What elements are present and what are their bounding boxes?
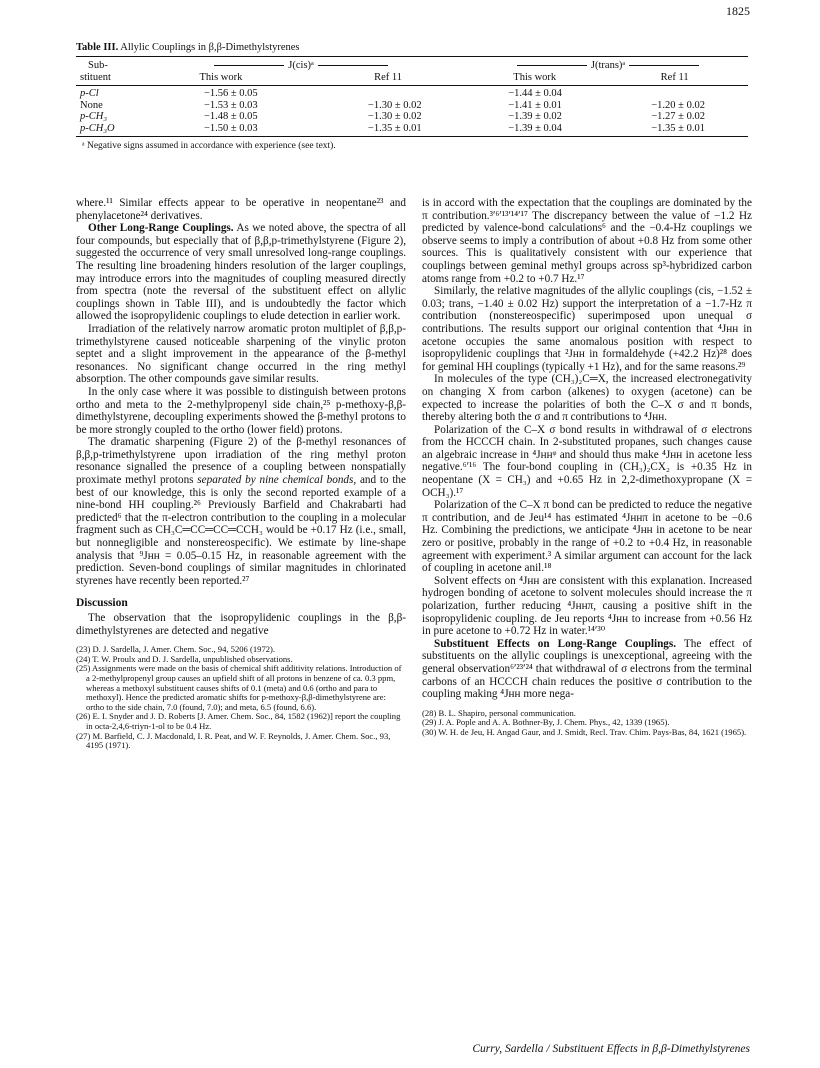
header-cis-this-work: This work: [134, 72, 308, 86]
reference: (24) T. W. Proulx and D. J. Sardella, unpublished observations.: [76, 653, 293, 664]
paragraph: In molecules of the type (CH₃)₂C═X, the increased electronegativity on changing X from carbon (alkenes) to oxygen (acetone) can be expected to increase the polarities of both the C–X σ and π bonds, thereby altering both the σ and π contributions to ⁴Jʜʜ.: [422, 373, 752, 424]
cell-cis-ref: −1.30 ± 0.02: [367, 111, 422, 122]
header-substituent-1: Sub-: [76, 57, 134, 72]
section-heading: Substituent Effects on Long-Range Couplings.: [434, 637, 677, 650]
paragraph: Solvent effects on ⁴Jʜʜ are consistent with this explanation. Increased hydrogen bonding of acetone to solvent molecules should increase the π polarization, further reducing ⁴Jʜʜπ, causing a positive shift in the isopropylidenic coupling. de Jeu reports ⁴Jʜʜ to increase from +0.56 Hz in pure acetone to +0.72 Hz in water.¹⁴ʹ³⁰: [422, 574, 752, 638]
paragraph: [422, 638, 752, 701]
paragraph: [76, 436, 406, 587]
paragraph: Similarly, the relative magnitudes of the allylic couplings (cis, −1.52 ± 0.03; trans, −1.40 ± 0.02 Hz) support the interpretation of a −1.7-Hz π contribution (nonstereospecific) superimposed upon unequal σ contributions. The results support our original contention that ⁴Jʜʜ in acetone occupies the same anomalous position with respect to isopropylidenic couplings that ²Jʜʜ in formaldehyde (+42.2 Hz)²⁸ does for geminal HH couplings (typically +1 Hz), and for the same reasons.²⁹: [422, 285, 752, 373]
header-substituent-2: stituent: [76, 72, 134, 86]
header-trans-this-work: This work: [468, 72, 601, 86]
cell-trans-ref: −1.35 ± 0.01: [601, 123, 748, 137]
table-footnote: ᵃ Negative signs assumed in accordance with experience (see text).: [82, 141, 336, 151]
reference: (28) B. L. Shapiro, personal communication.: [422, 707, 576, 718]
cell-trans-this: −1.39 ± 0.04: [468, 123, 601, 137]
paragraph-text: The effect of substituents on the allylic couplings is unexceptional, agreeing with the general observation⁶ʹ²³ʹ²⁴ that withdrawal of σ electrons from the terminal carbons of an HCCCH chain reduces the positive σ contribution to the coupling making ⁴Jʜʜ more nega-: [422, 637, 752, 701]
references-left: [76, 645, 406, 751]
paragraph-text: The dramatic sharpening (Figure 2) of the β-methyl resonances of β,β,p-trimethylstyrene upon irradiation of the ring methyl proton resonance signalled the presence of a coupling between nonspatially proximate methyl protons: [76, 436, 406, 487]
header-cis-ref11: Ref 11: [308, 72, 468, 86]
header-group-cis: J(cis)ᵃ: [134, 57, 468, 72]
cell-trans-ref: [601, 86, 748, 100]
cell-substituent: p-CH₃O: [76, 123, 134, 137]
cell-trans-this: −1.39 ± 0.02: [508, 111, 562, 122]
cell-cis-ref: −1.30 ± 0.02: [367, 99, 422, 111]
paragraph: Polarization of the C–X σ bond results in withdrawal of σ electrons from the HCCCH chain. In 2-substituted propanes, such changes cause an algebraic increase in ⁴Jʜʜᵠ and should thus make ⁴Jʜʜ in acetone less negative.⁶ʹ¹⁶ The four-bond coupling in (CH₃)₂CX₂ is +0.35 Hz in neopentane (X = CH₃) and +0.65 Hz in 2,2-dimethoxypropane (X = OCH₃).¹⁷: [422, 423, 752, 499]
cell-cis-this: −1.53 ± 0.03: [203, 99, 258, 111]
cell-trans-this: −1.44 ± 0.04: [508, 88, 562, 99]
paragraph-text: and to the best of our knowledge, this is only the second reported example of a nine-bond HH coupling.²⁶ Previously Barfield and Chakrabarti had predicted⁶ that the π-electron contribution to the coupling in a molecular fragment such as CH₃C═CC═CC═CCH₃ would be +0.17 Hz (i.e., small, but nonnegligible and nonstereospecific). We estimate by line-shape analysis that ⁹Jʜʜ = 0.05–0.15 Hz, in reasonable agreement with the prediction. Seven-bond couplings of similar magnitudes in chlorinated styrenes have recently been reported.²⁷: [76, 474, 406, 587]
cell-cis-this: −1.48 ± 0.05: [203, 111, 258, 122]
reference: (23) D. J. Sardella, J. Amer. Chem. Soc., 94, 5206 (1972).: [76, 644, 276, 655]
cell-trans-ref: −1.20 ± 0.02: [651, 99, 705, 111]
discussion-heading: Discussion: [76, 597, 128, 610]
table-label: Table III.: [76, 42, 119, 53]
table-title: [76, 42, 748, 53]
emphasis: separated by nine chemical bonds,: [197, 474, 357, 487]
header-group-trans: J(trans)ᵃ: [468, 57, 748, 72]
reference: (26) E. I. Snyder and J. D. Roberts [J. Amer. Chem. Soc., 84, 1582 (1962)] report the coupling in octa-2,4,6-triyn-1-ol to be 0.4 Hz.: [76, 711, 401, 731]
table-row: [76, 123, 748, 137]
paragraph: where.¹¹ Similar effects appear to be operative in neopentane²³ and phenylacetone²⁴ derivatives.: [76, 197, 406, 222]
left-column: [76, 197, 406, 980]
cell-substituent: p-CH₃: [80, 111, 107, 122]
cell-trans-ref: −1.27 ± 0.02: [651, 111, 705, 122]
cell-cis-ref: [308, 86, 468, 100]
header-trans-ref11: Ref 11: [601, 72, 748, 86]
references-right: [422, 709, 752, 738]
allylic-couplings-table: [76, 56, 748, 137]
paragraph: is in accord with the expectation that the couplings are dominated by the π contribution.³ʹ⁶ʹ¹³ʹ¹⁴ʹ¹⁷ The discrepancy between the value of −1.2 Hz predicted by valence-bond calculations⁶ and the −0.4-Hz couplings we observe seems to imply a contribution of about +0.8 Hz from some other sources. This is qualitatively consistent with our experience that couplings between geminal methyl groups across sp³-hybridized carbon atoms range from +0.2 to +0.7 Hz.¹⁷: [422, 197, 752, 285]
table-row: [76, 86, 748, 100]
table-iii: [76, 42, 748, 151]
running-footer: Curry, Sardella / Substituent Effects in β,β-Dimethylstyrenes: [472, 1043, 750, 1055]
cell-trans-this: −1.41 ± 0.01: [508, 99, 562, 111]
cell-cis-ref: −1.35 ± 0.01: [308, 123, 468, 137]
reference: (27) M. Barfield, C. J. Macdonald, I. R. Peat, and W. F. Reynolds, J. Amer. Chem. Soc., 93, 4195 (1971).: [76, 730, 391, 751]
table-row: [76, 100, 748, 112]
reference: (29) J. A. Pople and A. A. Bothner-By, J. Chem. Phys., 42, 1339 (1965).: [422, 717, 670, 728]
reference: (30) W. H. de Jeu, H. Angad Gaur, and J. Smidt, Recl. Trav. Chim. Pays-Bas, 84, 1621 (1965).: [422, 726, 747, 737]
cell-cis-this: −1.56 ± 0.05: [203, 88, 258, 99]
table-row: [76, 111, 748, 123]
table-caption: Allylic Couplings in β,β-Dimethylstyrenes: [120, 42, 300, 53]
page-number: 1825: [726, 4, 750, 18]
paragraph: Irradiation of the relatively narrow aromatic proton multiplet of β,β,p-trimethylstyrene caused noticeable sharpening of the vinylic proton septet and a slight improvement in the appearance of the β-methyl resonances. No significant change occurred in the ring methyl absorption. The other compounds gave similar results.: [76, 322, 406, 386]
paragraph: Polarization of the C–X π bond can be predicted to reduce the negative π contribution, and de Jeu¹⁴ has estimated ⁴Jʜʜπ in acetone to be −0.6 Hz. Combining the predictions, we anticipate ⁴Jʜʜ in acetone to be near zero or positive, probably in the range of +0.2 to +0.4 Hz, in reasonable agreement with experiment.³ A similar argument can account for the lack of coupling in acetone anil.¹⁸: [422, 499, 752, 575]
section-heading: Other Long-Range Couplings.: [88, 222, 234, 235]
paragraph: The observation that the isopropylidenic couplings in the β,β-dimethylstyrenes are detected and negative: [76, 612, 406, 637]
cell-substituent: None: [80, 99, 103, 111]
right-column: [422, 197, 752, 980]
cell-substituent: p-Cl: [80, 88, 99, 99]
cell-cis-this: −1.50 ± 0.03: [134, 123, 308, 137]
paragraph: [76, 222, 406, 323]
paragraph: In the only case where it was possible to distinguish between protons ortho and meta to the 2-methylpropenyl side chain,²⁵ p-methoxy-β,β-dimethylstyrene, decoupling experiments showed the β-methyl protons to be more strongly coupled to the ortho (lower field) protons.: [76, 385, 406, 436]
reference: (25) Assignments were made on the basis of chemical shift additivity relations. Introduction of a 2-methylpropenyl group causes an upfield shift of all protons in benzene of ca. 0.3 ppm, whereas a methoxyl substituent causes shifts of 0.1 (meta) and 0.6 (ortho and para to methoxyl). Hence the predicted aromatic shifts for p-methoxy-β,β-dimethylstyrene are: ortho to the side chain, 7.0 (found, 7.0); and meta, 6.5 (found, 6.6).: [76, 663, 402, 712]
paragraph-text: As we noted above, the spectra of all four compounds, but especially that of β,β,p-trimethylstyrene (Figure 2), suggested the occurrence of very small unresolved long-range couplings. The resulting line broadening hinders resolution of the larger couplings, may introduce errors into the magnitudes of coupling measured directly from spectra (note the reversal of the substituent effect on allylic couplings shown in Table III), and is undoubtedly the factor which allowed the isopropylidenic couplings to elude detection in earlier work.: [76, 222, 406, 323]
